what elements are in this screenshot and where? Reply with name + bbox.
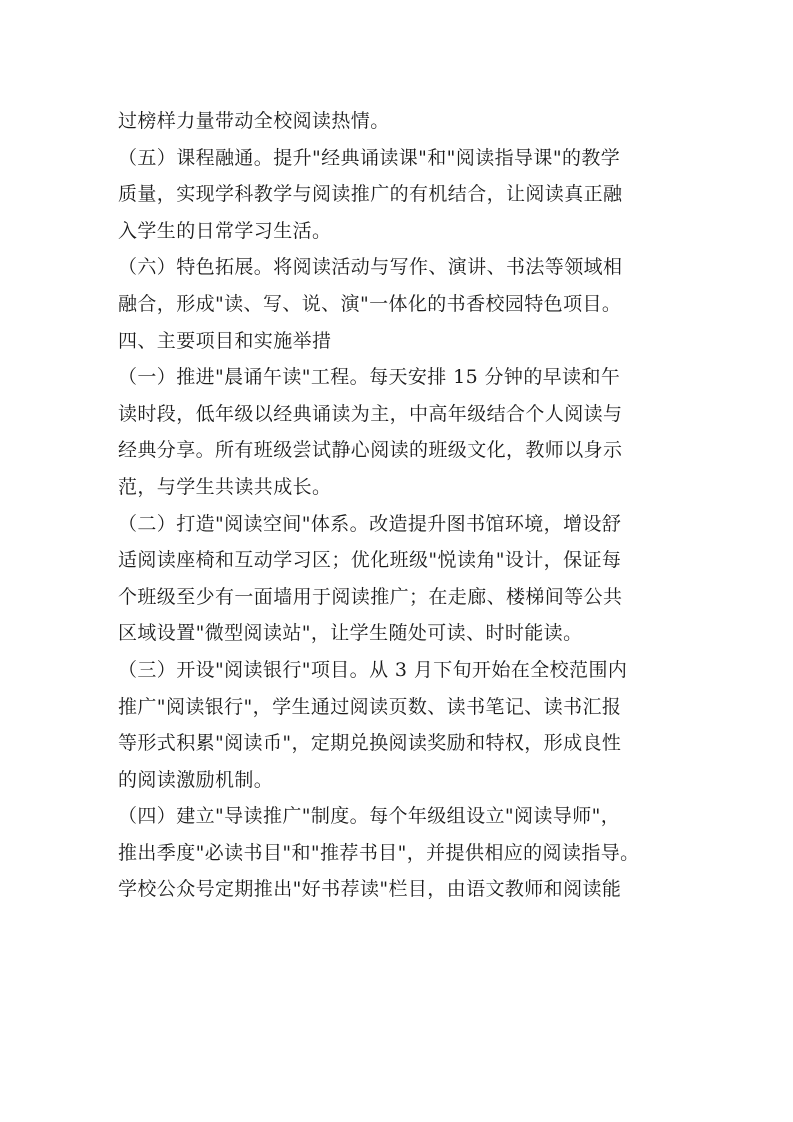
text-line: 融合，形成"读、写、说、演"一体化的书香校园特色项目。 <box>118 292 622 315</box>
text-line: 的阅读激励机制。 <box>118 768 274 791</box>
text-line: 入学生的日常学习生活。 <box>118 219 332 242</box>
section-heading: 四、主要项目和实施举措 <box>118 329 332 352</box>
text-line: 范，与学生共读共成长。 <box>118 475 332 498</box>
text-line: 学校公众号定期推出"好书荐读"栏目，由语文教师和阅读能 <box>118 878 622 901</box>
document-body <box>118 103 688 908</box>
text-line: 读时段，低年级以经典诵读为主，中高年级结合个人阅读与 <box>118 402 623 425</box>
text-line: 个班级至少有一面墙用于阅读推广；在走廊、楼梯间等公共 <box>118 585 623 608</box>
text-line: （五）课程融通。提升"经典诵读课"和"阅读指导课"的教学 <box>118 146 621 169</box>
text-line: （二）打造"阅读空间"体系。改造提升图书馆环境，增设舒 <box>118 512 622 535</box>
text-line: 经典分享。所有班级尝试静心阅读的班级文化，教师以身示 <box>118 439 623 462</box>
text-line: （三）开设"阅读银行"项目。从 3 月下旬开始在全校范围内 <box>118 658 628 681</box>
text-line: （六）特色拓展。将阅读活动与写作、演讲、书法等领域相 <box>118 256 623 279</box>
text-line: 区域设置"微型阅读站"，让学生随处可读、时时能读。 <box>118 622 583 645</box>
text-line: （一）推进"晨诵午读"工程。每天安排 15 分钟的早读和午 <box>118 366 621 389</box>
text-line: 推出季度"必读书目"和"推荐书目"，并提供相应的阅读指导。 <box>118 841 640 864</box>
text-line: 适阅读座椅和互动学习区；优化班级"悦读角"设计，保证每 <box>118 549 622 572</box>
text-line: 过榜样力量带动全校阅读热情。 <box>118 110 390 132</box>
text-line: （四）建立"导读推广"制度。每个年级组设立"阅读导师"， <box>118 805 621 828</box>
text-line: 推广"阅读银行"，学生通过阅读页数、读书笔记、读书汇报 <box>118 695 622 718</box>
text-line: 等形式积累"阅读币"，定期兑换阅读奖励和特权，形成良性 <box>118 732 622 755</box>
text-line: 质量，实现学科教学与阅读推广的有机结合，让阅读真正融 <box>118 183 623 206</box>
